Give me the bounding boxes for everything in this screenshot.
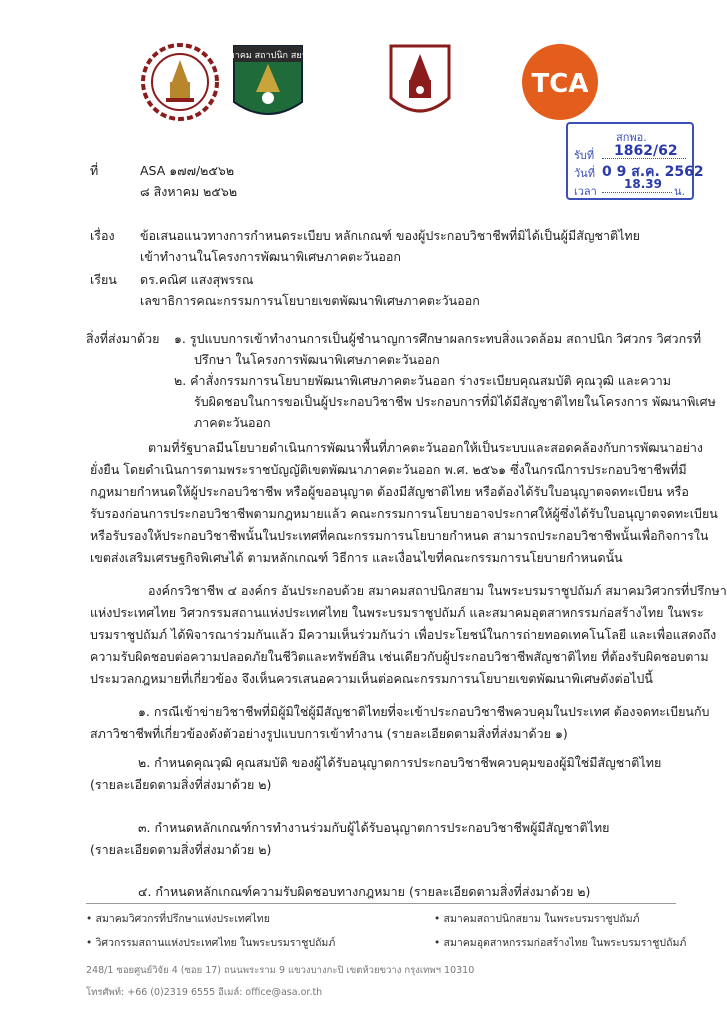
item2-line: (รายละเอียดตามสิ่งที่ส่งมาด้วย ๒): [90, 777, 272, 792]
footer-org: • วิศวกรรมสถานแห่งประเทศไทย ในพระบรมราชูปถัมภ์: [86, 937, 336, 949]
architects-association-logo: [223, 40, 313, 128]
stamp-recv-no: 1862/62: [614, 143, 678, 159]
item1-line: ๑. กรณีเข้าข่ายวิชาชีพที่มิผู้มิใช่ผู้มีสัญชาติไทยที่จะเข้าประกอบวิชาชีพควบคุมในประเทศ ต้องจดทะเบียนกับ: [138, 704, 710, 719]
engineering-council-logo: [385, 40, 455, 128]
subject-line: ข้อเสนอแนวทางการกำหนดระเบียบ หลักเกณฑ์ ของผู้ประกอบวิชาชีพที่มิได้เป็นผู้มีสัญชาติไทย: [140, 228, 640, 243]
receipt-stamp: [566, 122, 704, 200]
stamp-date-label: วันที่: [574, 167, 595, 180]
subject-label: เรื่อง: [90, 228, 115, 243]
logo-tca-text: TCA: [531, 69, 589, 99]
stamp-recv-label: รับที่: [574, 149, 595, 162]
para1-line: ยั่งยืน โดยดำเนินการตามพระราชบัญญัติเขตพัฒนาภาคตะวันออก พ.ศ. ๒๕๖๑ ซึ่งในกรณีการประกอบวิชาชีพที่มี: [90, 462, 687, 477]
para1-line: รับรองก่อนการประกอบวิชาชีพตามกฎหมายแล้ว คณะกรรมการนโยบายอาจประกาศให้ผู้ซึ่งได้รับใบอนุญาตจดทะเบียน: [90, 506, 718, 521]
enclosure-line: ๒. คำสั่งกรรมการนโยบายพัฒนาพิเศษภาคตะวันออก ร่างระเบียบคุณสมบัติ คุณวุฒิ และความ: [174, 373, 671, 388]
to-title: เลขาธิการคณะกรรมการนโยบายเขตพัฒนาพิเศษภาคตะวันออก: [140, 293, 480, 308]
item4-line: ๔. กำหนดหลักเกณฑ์ความรับผิดชอบทางกฎหมาย (รายละเอียดตามสิ่งที่ส่งมาด้วย ๒): [138, 884, 591, 899]
thai-contractors-association-logo: [520, 42, 600, 122]
para2-line: แห่งประเทศไทย วิศวกรรมสถานแห่งประเทศไทย ในพระบรมราชูปถัมภ์ และสมาคมอุตสาหกรรมก่อสร้างไทย ในพระ: [90, 605, 704, 620]
enclosure-line: รับผิดชอบในการขอเป็นผู้ประกอบวิชาชีพ ประกอบการที่มิได้มีสัญชาติไทยในโครงการ พัฒนาพิเศษ: [194, 394, 716, 409]
footer-address: 248/1 ซอยศูนย์วิจัย 4 (ซอย 17) ถนนพระราม 9 แขวงบางกะปิ เขตห้วยขวาง กรุงเทพฯ 10310: [86, 965, 475, 976]
stamp-time: 18.39: [624, 177, 662, 191]
logo-top-text: สมาคม สถาปนิก สยาม: [223, 51, 313, 61]
letter-date: ๘ สิงหาคม ๒๕๖๒: [140, 184, 238, 199]
to-label: เรียน: [90, 272, 117, 287]
stamp-time-unit: น.: [674, 185, 686, 198]
ref-number: ASA ๑๗๗/๒๕๖๒: [140, 163, 235, 178]
item3-line: ๓. กำหนดหลักเกณฑ์การทำงานร่วมกับผู้ได้รับอนุญาตการประกอบวิชาชีพผู้มีสัญชาติไทย: [138, 820, 610, 835]
enclosure-line: ๑. รูปแบบการเข้าทำงานการเป็นผู้ชำนาญการศึกษาผลกระทบสิ่งแวดล้อม สถาปนิก วิศวกร วิศวกรที่: [174, 331, 702, 346]
para1-line: ตามที่รัฐบาลมีนโยบายดำเนินการพัฒนาพื้นที่ภาคตะวันออกให้เป็นระบบและสอดคล้องกับการพัฒนาอย่าง: [148, 440, 704, 455]
item2-line: ๒. กำหนดคุณวุฒิ คุณสมบัติ ของผู้ได้รับอนุญาตการประกอบวิชาชีพควบคุมของผู้มิใช่มีสัญชาติไทย: [138, 755, 662, 770]
footer-org: • สมาคมสถาปนิกสยาม ในพระบรมราชูปถัมภ์: [434, 913, 640, 925]
ref-label: ที่: [90, 163, 99, 178]
stamp-time-label: เวลา: [574, 185, 597, 198]
para2-line: องค์กรวิชาชีพ ๔ องค์กร อันประกอบด้วย สมาคมสถาปนิกสยาม ในพระบรมราชูปถัมภ์ สมาคมวิศวกรที่ปรึกษา: [148, 583, 727, 598]
enclosure-label: สิ่งที่ส่งมาด้วย: [86, 331, 160, 346]
to-name: ดร.คณิศ แสงสุพรรณ: [140, 272, 254, 287]
item3-line: (รายละเอียดตามสิ่งที่ส่งมาด้วย ๒): [90, 842, 272, 857]
para2-line: ประมวลกฎหมายที่เกี่ยวข้อง จึงเห็นควรเสนอความเห็นต่อคณะกรรมการนโยบายเขตพัฒนาพิเศษดังต่อไปนี้: [90, 671, 653, 686]
stamp-date: 0 9 ส.ค. 2562: [602, 164, 704, 180]
enclosure-line: ปรึกษา ในโครงการพัฒนาพิเศษภาคตะวันออก: [194, 352, 440, 367]
para1-line: เขตส่งเสริมเศรษฐกิจพิเศษได้ ตามหลักเกณฑ์ วิธีการ และเงื่อนไขที่คณะกรรมการนโยบายกำหนดนั้น: [90, 550, 623, 565]
enclosure-line: ภาคตะวันออก: [194, 415, 271, 430]
subject-line: เข้าทำงานในโครงการพัฒนาพิเศษภาคตะวันออก: [140, 249, 401, 264]
para1-line: กฎหมายกำหนดให้ผู้ประกอบวิชาชีพ หรือผู้ขออนุญาต ต้องมีสัญชาติไทย หรือต้องได้รับใบอนุญาตจดทะเบียน หรือ: [90, 484, 689, 499]
para1-line: หรือรับรองให้ประกอบวิชาชีพนั้นในประเทศที่คณะกรรมการนโยบายกำหนด สามารถประกอบวิชาชีพนั้นเพื่อกิจการใน: [90, 528, 709, 543]
para2-line: บรมราชูปถัมภ์ ได้พิจารณาร่วมกันแล้ว มีความเห็นร่วมกันว่า เพื่อประโยชน์ในการถ่ายทอดเทคโนโลยี และเพื่อแสดงถึง: [90, 627, 717, 642]
stamp-org: สกพอ.: [616, 131, 647, 144]
footer-org: • สมาคมวิศวกรที่ปรึกษาแห่งประเทศไทย: [86, 913, 270, 925]
engineering-institute-logo: [140, 42, 220, 122]
footer-contact: โทรศัพท์: +66 (0)2319 6555 อีเมล์: office@asa.or.th: [86, 987, 323, 998]
item1-line: สภาวิชาชีพที่เกี่ยวข้องดังตัวอย่างรูปแบบการเข้าทำงาน (รายละเอียดตามสิ่งที่ส่งมาด้วย ๑): [90, 726, 568, 741]
footer-divider: [86, 903, 676, 904]
footer-org: • สมาคมอุตสาหกรรมก่อสร้างไทย ในพระบรมราชูปถัมภ์: [434, 937, 687, 949]
para2-line: ความรับผิดชอบต่อความปลอดภัยในชีวิตและทรัพย์สิน เช่นเดียวกับผู้ประกอบวิชาชีพสัญชาติไทย ที่ต้องรับผิดชอบตาม: [90, 649, 709, 664]
